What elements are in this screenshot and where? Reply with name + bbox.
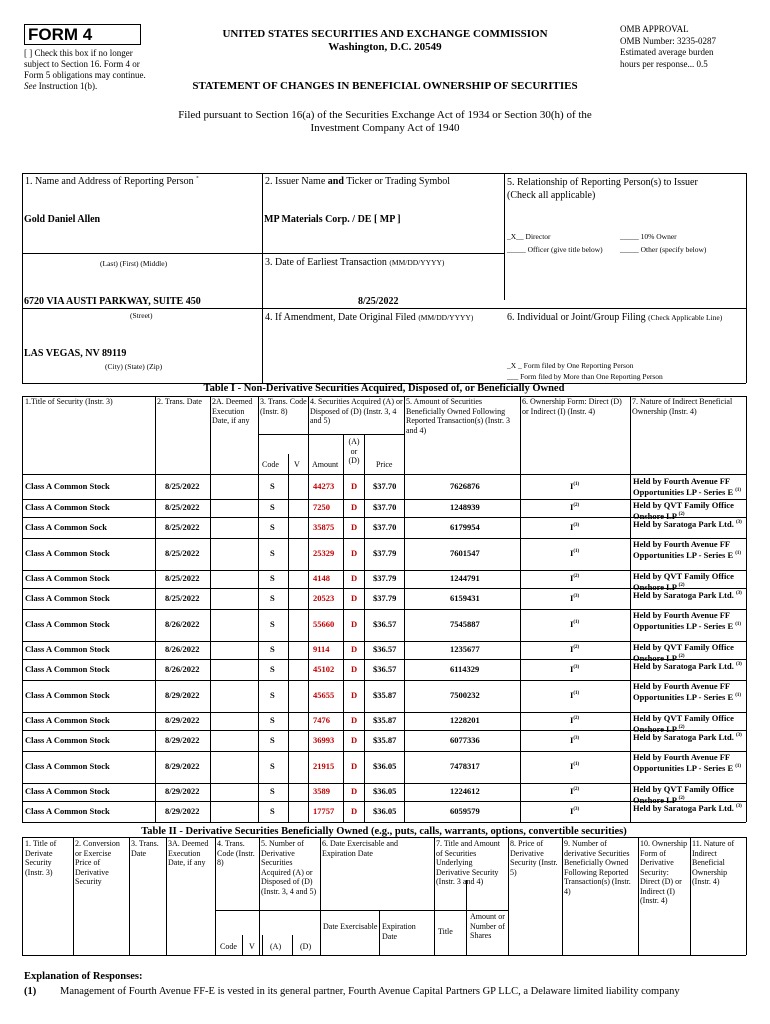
- table1-title: Table I - Non-Derivative Securities Acquired, Disposed of, or Beneficially Owned: [203, 383, 565, 394]
- t1-cell-a-or-d: D: [351, 734, 358, 745]
- filed-line-2: Investment Company Act of 1940: [310, 122, 460, 134]
- street-address: 6720 VIA AUSTI PARKWAY, SUITE 450: [24, 296, 201, 307]
- box2-label-b: Ticker or Trading Symbol: [346, 176, 451, 187]
- box1-marker: *: [196, 176, 199, 182]
- t1-col-nature: 7. Nature of Indirect Beneficial Ownership (Instr. 4): [632, 397, 733, 416]
- column-divider: [155, 474, 156, 822]
- t1-nature-text: Held by QVT Family Office Onshore LP: [633, 713, 734, 734]
- reporting-person-name: Gold Daniel Allen: [24, 214, 101, 225]
- t1-form-footnote: (3): [573, 806, 580, 812]
- t1-form-footnote: (1): [573, 691, 580, 697]
- t1-nature-text: Held by Saratoga Park Ltd.: [633, 518, 734, 529]
- t1-form-footnote: (1): [573, 482, 580, 488]
- t1-cell-amount: 45102: [313, 663, 335, 674]
- rel-10pct-owner: _____ 10% Owner: [620, 232, 677, 241]
- t1-cell-nature: [633, 752, 745, 773]
- t2-col-underlying: 7. Title and Amount of Securities Underlying Derivative Security (Instr. 3 and 4): [436, 839, 501, 886]
- filed-pursuant: [100, 109, 670, 135]
- t1-cell-a-or-d: D: [351, 715, 358, 725]
- t1-col-deemed: 2A. Deemed Execution Date, if any: [212, 397, 253, 425]
- no-longer-subject-note: [24, 48, 154, 92]
- t1-sub-v: V: [294, 460, 300, 469]
- box2-label-and: and: [327, 176, 344, 187]
- t1-form-value: I: [570, 786, 574, 796]
- t1-col-ownership-form: 6. Ownership Form: Direct (D) or Indirect (I) (Instr. 4): [522, 397, 622, 416]
- t1-cell-owned: 1224612: [450, 786, 480, 796]
- t1-form-value: I: [570, 592, 574, 603]
- t1-cell-price: $37.70: [373, 481, 397, 491]
- t1-cell-title: Class A Common Stock: [25, 592, 110, 603]
- t1-col-amount-owned: 5. Amount of Securities Beneficially Owned Following Reported Transaction(s) (Instr. 3 and 4): [406, 397, 510, 435]
- table2-title: Table II - Derivative Securities Beneficially Owned (e.g., puts, calls, warrants, options, convertible securities): [141, 826, 627, 837]
- t1-nature-footnote: (2): [678, 654, 685, 659]
- t1-nature-text: Held by Fourth Avenue FF Opportunities LP - Series E: [633, 539, 734, 560]
- t1-cell-owned: 1235677: [450, 644, 480, 654]
- t1-nature-footnote: (1): [735, 764, 742, 769]
- t1-cell-code: S: [270, 663, 275, 674]
- omb-line-4: hours per response... 0.5: [620, 58, 708, 69]
- t1-cell-date: 8/29/2022: [165, 805, 200, 816]
- box6-check: (Check Applicable Line): [648, 313, 723, 322]
- t1-cell-code: S: [270, 548, 275, 558]
- t1-form-value: I: [570, 548, 574, 558]
- t1-cell-a-or-d: D: [351, 761, 358, 771]
- t1-cell-date: 8/29/2022: [165, 786, 200, 796]
- t1-cell-title: Class A Common Stock: [25, 619, 110, 629]
- box3-format: (MM/DD/YYYY): [389, 258, 445, 267]
- t1-cell-owned: 6059579: [450, 805, 480, 816]
- t1-cell-price: $37.79: [373, 573, 397, 583]
- t1-form-value: I: [570, 715, 574, 725]
- t1-cell-price: $35.87: [373, 715, 397, 725]
- street-caption: (Street): [130, 311, 153, 320]
- t1-cell-code: S: [270, 734, 275, 745]
- commission-name: UNITED STATES SECURITIES AND EXCHANGE COMMISSION: [222, 28, 548, 40]
- omb-approval: [620, 24, 760, 70]
- earliest-date: 8/25/2022: [358, 296, 399, 307]
- t2-col-deemed: 3A. Deemed Execution Date, if any: [168, 839, 209, 867]
- t1-cell-form: [570, 548, 579, 558]
- t1-cell-price: $36.05: [373, 805, 397, 816]
- t1-form-footnote: (1): [573, 549, 580, 555]
- t1-cell-date: 8/26/2022: [165, 663, 200, 674]
- footnote-1-number: (1): [24, 986, 37, 997]
- column-divider: [343, 474, 344, 822]
- t1-cell-title: Class A Common Stock: [25, 786, 110, 796]
- t1-form-value: I: [570, 734, 574, 745]
- t1-form-footnote: (3): [573, 735, 580, 741]
- city-caption: (City) (State) (Zip): [105, 362, 163, 371]
- t2-col-code: 4. Trans. Code (Instr. 8): [217, 839, 255, 867]
- t1-nature-footnote: (3): [735, 520, 742, 525]
- t2-sub-amount: Amount or Number of Shares: [470, 912, 505, 940]
- t1-cell-price: $36.05: [373, 786, 397, 796]
- t1-cell-amount: 20523: [313, 592, 335, 603]
- box1-label-text: 1. Name and Address of Reporting Person: [25, 176, 194, 187]
- t1-cell-owned: 6077336: [450, 734, 480, 745]
- t1-nature-footnote: (3): [735, 591, 742, 596]
- t1-cell-amount: 7476: [313, 715, 330, 725]
- t1-cell-title: Class A Common Stock: [25, 690, 110, 700]
- t1-col-title: 1.Title of Security (Instr. 3): [25, 397, 113, 406]
- t1-cell-owned: 1248939: [450, 502, 480, 512]
- t1-cell-amount: 9114: [313, 644, 330, 654]
- t1-cell-title: Class A Common Stock: [25, 761, 110, 771]
- t1-cell-amount: 7250: [313, 502, 330, 512]
- t1-nature-text: Held by QVT Family Office Onshore LP: [633, 784, 734, 805]
- t1-form-value: I: [570, 521, 574, 532]
- t1-form-footnote: (2): [573, 787, 580, 793]
- t1-cell-owned: 7601547: [450, 548, 480, 558]
- box2-label: [265, 176, 450, 187]
- t1-cell-amount: 35875: [313, 521, 335, 532]
- box2-label-a: 2. Issuer Name: [265, 176, 326, 187]
- t1-cell-a-or-d: D: [351, 592, 358, 603]
- t2-col-owned: 9. Number of derivative Securities Beneficially Owned Following Reported Transaction(s) (Instr. 4): [564, 839, 631, 896]
- t1-cell-price: $36.57: [373, 644, 397, 654]
- t2-col-title: 1. Title of Derivate Security (Instr. 3): [25, 839, 57, 877]
- t1-cell-amount: 44273: [313, 481, 335, 491]
- t1-sub-a-or-d: (A) or (D): [348, 437, 360, 465]
- t1-form-value: I: [570, 761, 574, 771]
- t1-cell-owned: 6179954: [450, 521, 480, 532]
- t2-sub-exercisable: Date Exercisable: [323, 922, 378, 931]
- filing-one-person: _X _ Form filed by One Reporting Person: [507, 361, 634, 370]
- t2-sub-a: (A): [270, 942, 282, 951]
- t1-cell-owned: 7545887: [450, 619, 480, 629]
- t1-nature-footnote: (3): [735, 662, 742, 667]
- t1-cell-code: S: [270, 715, 275, 725]
- t1-cell-date: 8/25/2022: [165, 548, 200, 558]
- box1-label: [25, 176, 199, 187]
- t1-form-value: I: [570, 481, 574, 491]
- t1-cell-code: S: [270, 573, 275, 583]
- column-divider: [364, 474, 365, 822]
- t1-sub-amount: Amount: [312, 460, 339, 469]
- t1-cell-code: S: [270, 502, 275, 512]
- t1-cell-a-or-d: D: [351, 548, 358, 558]
- see-text: See: [24, 81, 37, 91]
- t1-nature-footnote: (1): [735, 488, 742, 493]
- omb-line-3: Estimated average burden: [620, 47, 714, 57]
- t1-nature-text: Held by QVT Family Office Onshore LP: [633, 500, 734, 521]
- commission-city: Washington, D.C. 20549: [328, 41, 442, 53]
- t1-cell-title: Class A Common Stock: [25, 548, 110, 558]
- t1-cell-nature: [633, 731, 745, 742]
- t1-form-footnote: (2): [573, 645, 580, 651]
- t1-cell-nature: [633, 802, 745, 813]
- t1-sub-code: Code: [262, 460, 279, 469]
- t1-form-footnote: (2): [573, 503, 580, 509]
- t1-nature-footnote: (1): [735, 693, 742, 698]
- filed-line-1: Filed pursuant to Section 16(a) of the Securities Exchange Act of 1934 or Section 30(h) of the: [178, 109, 592, 121]
- t1-cell-form: [570, 786, 579, 796]
- t2-sub-code: Code: [220, 942, 237, 951]
- t1-cell-nature: [633, 539, 745, 560]
- omb-line-1: OMB APPROVAL: [620, 24, 689, 34]
- t1-sub-price: Price: [376, 460, 393, 469]
- t1-form-footnote: (2): [573, 716, 580, 722]
- column-divider: [288, 474, 289, 822]
- filing-more-persons: ___ Form filed by More than One Reporting Person: [507, 372, 663, 381]
- t1-cell-a-or-d: D: [351, 805, 358, 816]
- t1-cell-amount: 55660: [313, 619, 335, 629]
- t2-col-conversion: 2. Conversion or Exercise Price of Derivative Security: [75, 839, 120, 886]
- t1-cell-price: $36.57: [373, 619, 397, 629]
- t1-nature-text: Held by QVT Family Office Onshore LP: [633, 571, 734, 592]
- rel-other: _____ Other (specify below): [620, 245, 707, 254]
- omb-line-2: OMB Number: 3235-0287: [620, 35, 716, 46]
- t1-nature-footnote: (2): [678, 583, 685, 588]
- t1-nature-footnote: (3): [735, 804, 742, 809]
- name-caption: (Last) (First) (Middle): [100, 259, 168, 268]
- t1-cell-owned: 7478317: [450, 761, 480, 771]
- t1-form-footnote: (3): [573, 664, 580, 670]
- checkbox-text: [ ] Check this box if no longer subject to Section 16. Form 4 or Form 5 obligations may continue.: [24, 48, 146, 80]
- t1-cell-form: [570, 481, 579, 491]
- explanation-heading: Explanation of Responses:: [24, 971, 143, 982]
- t1-cell-date: 8/25/2022: [165, 481, 200, 491]
- t1-cell-amount: 45655: [313, 690, 335, 700]
- t1-cell-amount: 17757: [313, 805, 335, 816]
- t1-cell-code: S: [270, 592, 275, 603]
- t1-cell-owned: 7626876: [450, 481, 480, 491]
- t1-cell-date: 8/25/2022: [165, 573, 200, 583]
- t1-nature-footnote: (1): [735, 551, 742, 556]
- t1-cell-price: $37.79: [373, 592, 397, 603]
- t1-cell-date: 8/29/2022: [165, 734, 200, 745]
- t1-form-value: I: [570, 644, 574, 654]
- t1-nature-text: Held by QVT Family Office Onshore LP: [633, 642, 734, 663]
- t1-cell-a-or-d: D: [351, 521, 358, 532]
- box3-label: [265, 257, 444, 268]
- t1-cell-form: [570, 573, 579, 583]
- t1-cell-amount: 21915: [313, 761, 335, 771]
- t1-cell-date: 8/29/2022: [165, 690, 200, 700]
- t1-cell-date: 8/25/2022: [165, 502, 200, 512]
- t1-cell-code: S: [270, 644, 275, 654]
- t1-cell-price: $35.87: [373, 734, 397, 745]
- t2-col-ownership-form: 10. Ownership Form of Derivative Security: Direct (D) or Indirect (I) (Instr. 4): [640, 839, 688, 905]
- box6-label-text: 6. Individual or Joint/Group Filing: [507, 312, 646, 323]
- t1-nature-footnote: (2): [678, 725, 685, 730]
- t1-col-date: 2. Trans. Date: [157, 397, 202, 406]
- t1-nature-text: Held by Saratoga Park Ltd.: [633, 731, 734, 742]
- t2-sub-v: V: [249, 942, 255, 951]
- t1-cell-a-or-d: D: [351, 644, 358, 654]
- box5-label: [507, 176, 743, 202]
- box4-label-text: 4. If Amendment, Date Original Filed: [265, 312, 416, 323]
- t1-nature-footnote: (2): [678, 512, 685, 517]
- column-divider: [746, 474, 747, 822]
- t1-nature-text: Held by Fourth Avenue FF Opportunities LP - Series E: [633, 610, 734, 631]
- t1-cell-amount: 36993: [313, 734, 335, 745]
- t1-cell-nature: [633, 660, 745, 671]
- instruction-ref: Instruction 1(b).: [38, 81, 98, 91]
- t1-form-footnote: (3): [573, 522, 580, 528]
- t1-cell-a-or-d: D: [351, 502, 358, 512]
- t1-cell-title: Class A Common Stock: [25, 734, 110, 745]
- t1-cell-title: Class A Common Stock: [25, 805, 110, 816]
- column-divider: [630, 474, 631, 822]
- t1-cell-amount: 3589: [313, 786, 330, 796]
- t1-nature-text: Held by Saratoga Park Ltd.: [633, 660, 734, 671]
- t1-cell-form: [570, 522, 579, 532]
- column-divider: [308, 474, 309, 822]
- t1-cell-a-or-d: D: [351, 786, 358, 796]
- t1-cell-a-or-d: D: [351, 481, 358, 491]
- t1-cell-date: 8/25/2022: [165, 592, 200, 603]
- t1-cell-nature: [633, 681, 745, 702]
- t1-cell-price: $37.70: [373, 502, 397, 512]
- t1-cell-form: [570, 502, 579, 512]
- footnote-1-text: Management of Fourth Avenue FF-E is vested in its general partner, Fourth Avenue Capital Partners GP LLC, a Delaware limited liability company: [60, 986, 680, 997]
- column-divider: [520, 474, 521, 822]
- t1-nature-text: Held by Fourth Avenue FF Opportunities LP - Series E: [633, 752, 734, 773]
- t1-cell-amount: 25329: [313, 548, 335, 558]
- t1-cell-a-or-d: D: [351, 690, 358, 700]
- box6-label: [507, 312, 743, 324]
- t1-cell-title: Class A Common Stock: [25, 715, 110, 725]
- t2-col-nature: 11. Nature of Indirect Beneficial Ownership (Instr. 4): [692, 839, 735, 886]
- t1-cell-form: [570, 735, 579, 745]
- box5-label-text: 5. Relationship of Reporting Person(s) to Issuer: [507, 177, 698, 188]
- rel-officer: _____ Officer (give title below): [507, 245, 603, 254]
- t1-cell-price: $37.70: [373, 521, 397, 532]
- issuer-name: MP Materials Corp. / DE [ MP ]: [264, 214, 401, 225]
- t2-col-price: 8. Price of Derivative Security (Instr. 5): [510, 839, 558, 877]
- t1-cell-title: Class A Common Stock: [25, 481, 110, 491]
- t1-col-code: 3. Trans. Code (Instr. 8): [260, 397, 307, 416]
- t1-cell-form: [570, 644, 579, 654]
- t1-cell-price: $36.57: [373, 663, 397, 674]
- t1-cell-code: S: [270, 690, 275, 700]
- t1-form-value: I: [570, 690, 574, 700]
- column-divider: [258, 474, 259, 822]
- box5-sub: (Check all applicable): [507, 190, 596, 201]
- t1-cell-form: [570, 761, 579, 771]
- t1-cell-date: 8/29/2022: [165, 761, 200, 771]
- t1-col-securities: 4. Securities Acquired (A) or Disposed of (D) (Instr. 3, 4 and 5): [310, 397, 403, 425]
- t1-nature-footnote: (3): [735, 733, 742, 738]
- t2-sub-d: (D): [300, 942, 312, 951]
- t2-sub-title: Title: [438, 927, 453, 936]
- t1-form-value: I: [570, 502, 574, 512]
- t1-nature-text: Held by Fourth Avenue FF Opportunities LP - Series E: [633, 681, 734, 702]
- t1-cell-code: S: [270, 786, 275, 796]
- t2-col-exercisable: 6. Date Exercisable and Expiration Date: [322, 839, 398, 858]
- box4-label: [265, 312, 473, 323]
- t2-sub-expiration: Expiration Date: [382, 922, 416, 941]
- box3-label-text: 3. Date of Earliest Transaction: [265, 257, 387, 268]
- t1-form-value: I: [570, 573, 574, 583]
- t1-form-footnote: (1): [573, 620, 580, 626]
- t1-cell-owned: 6159431: [450, 592, 480, 603]
- t1-form-value: I: [570, 805, 574, 816]
- rel-director: _X__ Director: [507, 232, 551, 241]
- t1-cell-nature: [633, 610, 745, 631]
- t1-cell-date: 8/26/2022: [165, 619, 200, 629]
- t1-form-value: I: [570, 663, 574, 674]
- t1-nature-text: Held by Saratoga Park Ltd.: [633, 589, 734, 600]
- t1-cell-a-or-d: D: [351, 663, 358, 674]
- t1-cell-form: [570, 593, 579, 603]
- t1-form-footnote: (3): [573, 593, 580, 599]
- t1-cell-price: $37.79: [373, 548, 397, 558]
- t1-cell-nature: [633, 589, 745, 600]
- t1-cell-price: $35.87: [373, 690, 397, 700]
- t1-cell-owned: 7500232: [450, 690, 480, 700]
- t1-cell-title: Class A Common Stock: [25, 644, 110, 654]
- t1-nature-footnote: (2): [678, 796, 685, 801]
- t2-col-number: 5. Number of Derivative Securities Acquired (A) or Disposed of (D) (Instr. 3, 4 and 5): [261, 839, 317, 896]
- t1-cell-date: 8/29/2022: [165, 715, 200, 725]
- t1-nature-text: Held by Saratoga Park Ltd.: [633, 802, 734, 813]
- t1-form-footnote: (1): [573, 762, 580, 768]
- t1-form-value: I: [570, 619, 574, 629]
- t1-cell-a-or-d: D: [351, 573, 358, 583]
- t1-cell-nature: [633, 518, 745, 529]
- t1-cell-title: Class A Common Stock: [25, 502, 110, 512]
- t1-cell-owned: 1228201: [450, 715, 480, 725]
- t1-cell-form: [570, 806, 579, 816]
- t1-cell-code: S: [270, 521, 275, 532]
- column-divider: [22, 474, 23, 822]
- t1-cell-title: Class A Common Stock: [25, 663, 110, 674]
- t1-cell-amount: 4148: [313, 573, 330, 583]
- t1-cell-a-or-d: D: [351, 619, 358, 629]
- t1-cell-nature: [633, 476, 745, 497]
- t1-cell-price: $36.05: [373, 761, 397, 771]
- t1-cell-code: S: [270, 805, 275, 816]
- t1-cell-owned: 6114329: [450, 663, 480, 674]
- t1-cell-date: 8/25/2022: [165, 521, 200, 532]
- t1-cell-form: [570, 664, 579, 674]
- t1-cell-date: 8/26/2022: [165, 644, 200, 654]
- t2-col-date: 3. Trans. Date: [131, 839, 159, 858]
- t1-cell-form: [570, 715, 579, 725]
- form-title: FORM 4: [24, 24, 141, 45]
- t1-cell-code: S: [270, 761, 275, 771]
- t1-cell-form: [570, 619, 579, 629]
- column-divider: [210, 474, 211, 822]
- t1-cell-form: [570, 690, 579, 700]
- t1-nature-text: Held by Fourth Avenue FF Opportunities LP - Series E: [633, 476, 734, 497]
- t1-nature-footnote: (1): [735, 622, 742, 627]
- t1-cell-title: Class A Common Stock: [25, 573, 110, 583]
- t1-form-footnote: (2): [573, 574, 580, 580]
- city-state-zip: LAS VEGAS, NV 89119: [24, 348, 127, 359]
- t1-cell-code: S: [270, 481, 275, 491]
- column-divider: [404, 474, 405, 822]
- box4-format: (MM/DD/YYYY): [418, 313, 474, 322]
- t1-cell-owned: 1244791: [450, 573, 480, 583]
- t1-cell-code: S: [270, 619, 275, 629]
- row-divider: [22, 822, 746, 823]
- t1-cell-title: Class A Common Sock: [25, 521, 107, 532]
- statement-title: STATEMENT OF CHANGES IN BENEFICIAL OWNERSHIP OF SECURITIES: [192, 80, 578, 92]
